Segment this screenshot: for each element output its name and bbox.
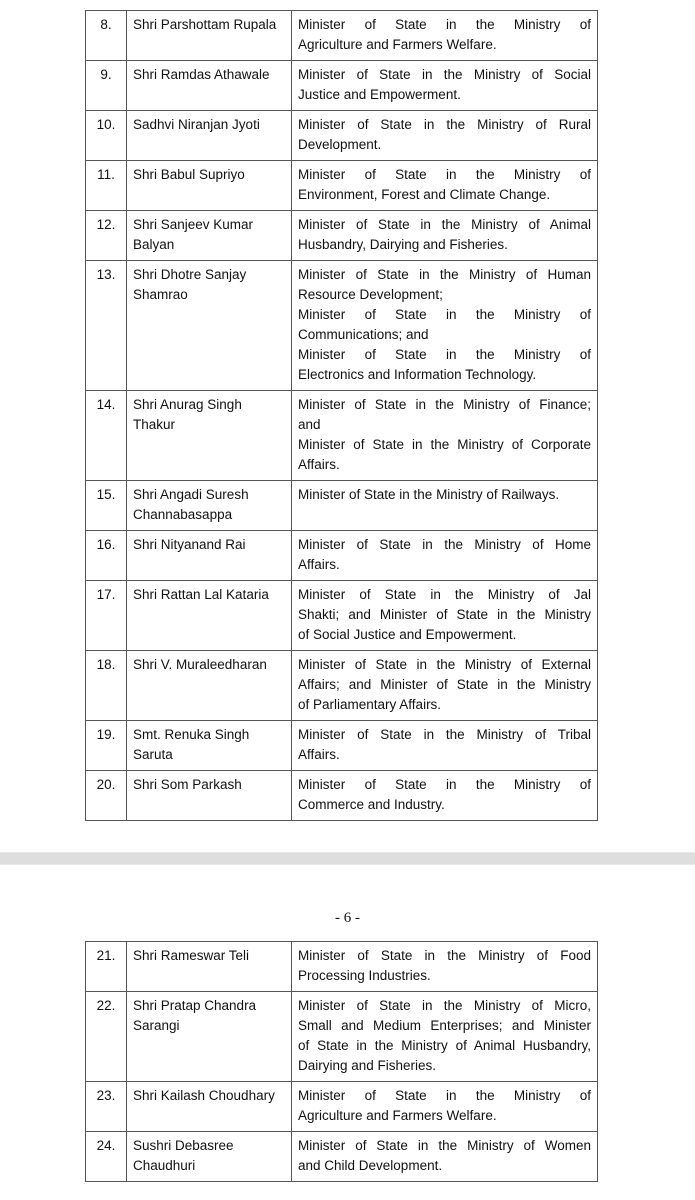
page-break-divider [0, 852, 695, 865]
name-line: Shri Pratap Chandra [133, 998, 257, 1013]
portfolio-line: Minister of State in the Ministry of [298, 17, 591, 32]
name-line: Shri Kailash Choudhary [133, 1088, 275, 1103]
portfolio [292, 391, 598, 481]
portfolio-line: Electronics and Information Technology. [298, 367, 537, 382]
minister-name [127, 531, 292, 581]
portfolio-line: Minister of State in the Ministry of Jal [298, 587, 591, 602]
minister-name [127, 11, 292, 61]
name-line: Shri Anurag Singh [133, 397, 242, 412]
table-row [86, 211, 598, 261]
table-row [86, 261, 598, 391]
serial-number: 15. [86, 481, 127, 531]
serial-number: 9. [86, 61, 127, 111]
minister-name [127, 771, 292, 821]
name-line: Shri Rameswar Teli [133, 948, 250, 963]
portfolio-line: Minister of State in the Ministry of Social [298, 67, 591, 82]
portfolio [292, 481, 598, 531]
portfolio-line: Minister of State in the Ministry of Human [298, 267, 591, 282]
serial-number: 12. [86, 211, 127, 261]
portfolio [292, 992, 598, 1082]
serial-number: 20. [86, 771, 127, 821]
portfolio-line: Minister of State in the Ministry of [298, 347, 591, 362]
serial-number: 17. [86, 581, 127, 651]
name-line: Shri Angadi Suresh [133, 487, 249, 502]
portfolio-line: Resource Development; [298, 287, 443, 302]
table-row [86, 942, 598, 992]
serial-number: 19. [86, 721, 127, 771]
name-line: Shri Babul Supriyo [133, 167, 245, 182]
portfolio [292, 1132, 598, 1182]
portfolio-line: of Parliamentary Affairs. [298, 697, 442, 712]
table-row [86, 111, 598, 161]
ministers-table-page-5 [85, 10, 598, 821]
portfolio-line: Minister of State in the Ministry of Corporate [298, 437, 591, 452]
portfolio-line: Minister of State in the Ministry of [298, 167, 591, 182]
portfolio-line: Minister of State in the Ministry of Home [298, 537, 591, 552]
portfolio-line: Small and Medium Enterprises; and Minister [298, 1018, 591, 1033]
portfolio-line: Agriculture and Farmers Welfare. [298, 37, 497, 52]
minister-name [127, 1082, 292, 1132]
minister-name [127, 721, 292, 771]
portfolio-line: Minister of State in the Ministry of Women [298, 1138, 591, 1153]
serial-number: 23. [86, 1082, 127, 1132]
portfolio [292, 261, 598, 391]
name-line: Sadhvi Niranjan Jyoti [133, 117, 260, 132]
portfolio-line: Development. [298, 137, 382, 152]
portfolio-line: Agriculture and Farmers Welfare. [298, 1108, 497, 1123]
portfolio [292, 211, 598, 261]
name-line: Shri Nityanand Rai [133, 537, 246, 552]
portfolio-line: Dairying and Fisheries. [298, 1058, 437, 1073]
serial-number: 8. [86, 11, 127, 61]
minister-name [127, 111, 292, 161]
minister-name [127, 942, 292, 992]
serial-number: 16. [86, 531, 127, 581]
portfolio-line: and [298, 417, 321, 432]
table-row [86, 771, 598, 821]
minister-name [127, 581, 292, 651]
name-line: Shri Dhotre Sanjay [133, 267, 247, 282]
minister-name [127, 651, 292, 721]
name-line: Sushri Debasree [133, 1138, 234, 1153]
portfolio-line: Affairs. [298, 557, 340, 572]
portfolio-line: Commerce and Industry. [298, 797, 445, 812]
portfolio-line: Minister of State in the Ministry of Tribal [298, 727, 591, 742]
serial-number: 18. [86, 651, 127, 721]
name-line: Shri V. Muraleedharan [133, 657, 267, 672]
table-row [86, 992, 598, 1082]
serial-number: 11. [86, 161, 127, 211]
serial-number: 21. [86, 942, 127, 992]
portfolio-line: Minister of State in the Ministry of Railways. [298, 487, 560, 502]
ministers-table-page-6 [85, 941, 598, 1182]
portfolio-line: Husbandry, Dairying and Fisheries. [298, 237, 508, 252]
name-line: Thakur [133, 417, 176, 432]
minister-name [127, 481, 292, 531]
minister-name [127, 261, 292, 391]
portfolio-line: Affairs. [298, 747, 340, 762]
table-row [86, 391, 598, 481]
portfolio-line: Minister of State in the Ministry of Micro, [298, 998, 591, 1013]
portfolio [292, 111, 598, 161]
serial-number: 24. [86, 1132, 127, 1182]
portfolio-line: Minister of State in the Ministry of [298, 307, 591, 322]
table-row [86, 61, 598, 111]
table-row [86, 651, 598, 721]
portfolio [292, 721, 598, 771]
portfolio-line: Minister of State in the Ministry of [298, 777, 591, 792]
table-row [86, 1082, 598, 1132]
table-row [86, 481, 598, 531]
table-row [86, 531, 598, 581]
portfolio [292, 771, 598, 821]
table-row [86, 161, 598, 211]
portfolio-line: of State in the Ministry of Animal Husbandry, [298, 1038, 591, 1053]
portfolio [292, 581, 598, 651]
serial-number: 10. [86, 111, 127, 161]
portfolio [292, 61, 598, 111]
page-number: - 6 - [335, 910, 360, 926]
name-line: Smt. Renuka Singh [133, 727, 250, 742]
portfolio-line: and Child Development. [298, 1158, 443, 1173]
name-line: Shri Parshottam Rupala [133, 17, 277, 32]
minister-name [127, 61, 292, 111]
minister-name [127, 391, 292, 481]
serial-number: 22. [86, 992, 127, 1082]
portfolio-line: Minister of State in the Ministry of Animal [298, 217, 591, 232]
name-line: Shamrao [133, 287, 188, 302]
portfolio-line: Processing Industries. [298, 968, 431, 983]
portfolio-line: Affairs. [298, 457, 340, 472]
name-line: Saruta [133, 747, 173, 762]
name-line: Sarangi [133, 1018, 180, 1033]
name-line: Shri Sanjeev Kumar [133, 217, 254, 232]
portfolio-line: Minister of State in the Ministry of Finance; [298, 397, 591, 412]
portfolio-line: Shakti; and Minister of State in the Ministry [298, 607, 591, 622]
table-row [86, 11, 598, 61]
name-line: Balyan [133, 237, 175, 252]
portfolio [292, 651, 598, 721]
minister-name [127, 161, 292, 211]
portfolio-line: Justice and Empowerment. [298, 87, 461, 102]
portfolio-line: Affairs; and Minister of State in the Ministry [298, 677, 591, 692]
minister-name [127, 1132, 292, 1182]
portfolio-line: of Social Justice and Empowerment. [298, 627, 517, 642]
portfolio-line: Minister of State in the Ministry of [298, 1088, 591, 1103]
minister-name [127, 211, 292, 261]
table-row [86, 581, 598, 651]
portfolio-line: Communications; and [298, 327, 429, 342]
name-line: Shri Ramdas Athawale [133, 67, 270, 82]
portfolio-line: Minister of State in the Ministry of Food [298, 948, 591, 963]
name-line: Chaudhuri [133, 1158, 196, 1173]
serial-number: 14. [86, 391, 127, 481]
portfolio [292, 161, 598, 211]
portfolio [292, 531, 598, 581]
name-line: Channabasappa [133, 507, 233, 522]
serial-number: 13. [86, 261, 127, 391]
table-row [86, 1132, 598, 1182]
portfolio-line: Minister of State in the Ministry of External [298, 657, 591, 672]
name-line: Shri Som Parkash [133, 777, 242, 792]
portfolio [292, 11, 598, 61]
portfolio-line: Environment, Forest and Climate Change. [298, 187, 551, 202]
portfolio [292, 942, 598, 992]
name-line: Shri Rattan Lal Kataria [133, 587, 269, 602]
table-row [86, 721, 598, 771]
portfolio-line: Minister of State in the Ministry of Rural [298, 117, 591, 132]
portfolio [292, 1082, 598, 1132]
minister-name [127, 992, 292, 1082]
